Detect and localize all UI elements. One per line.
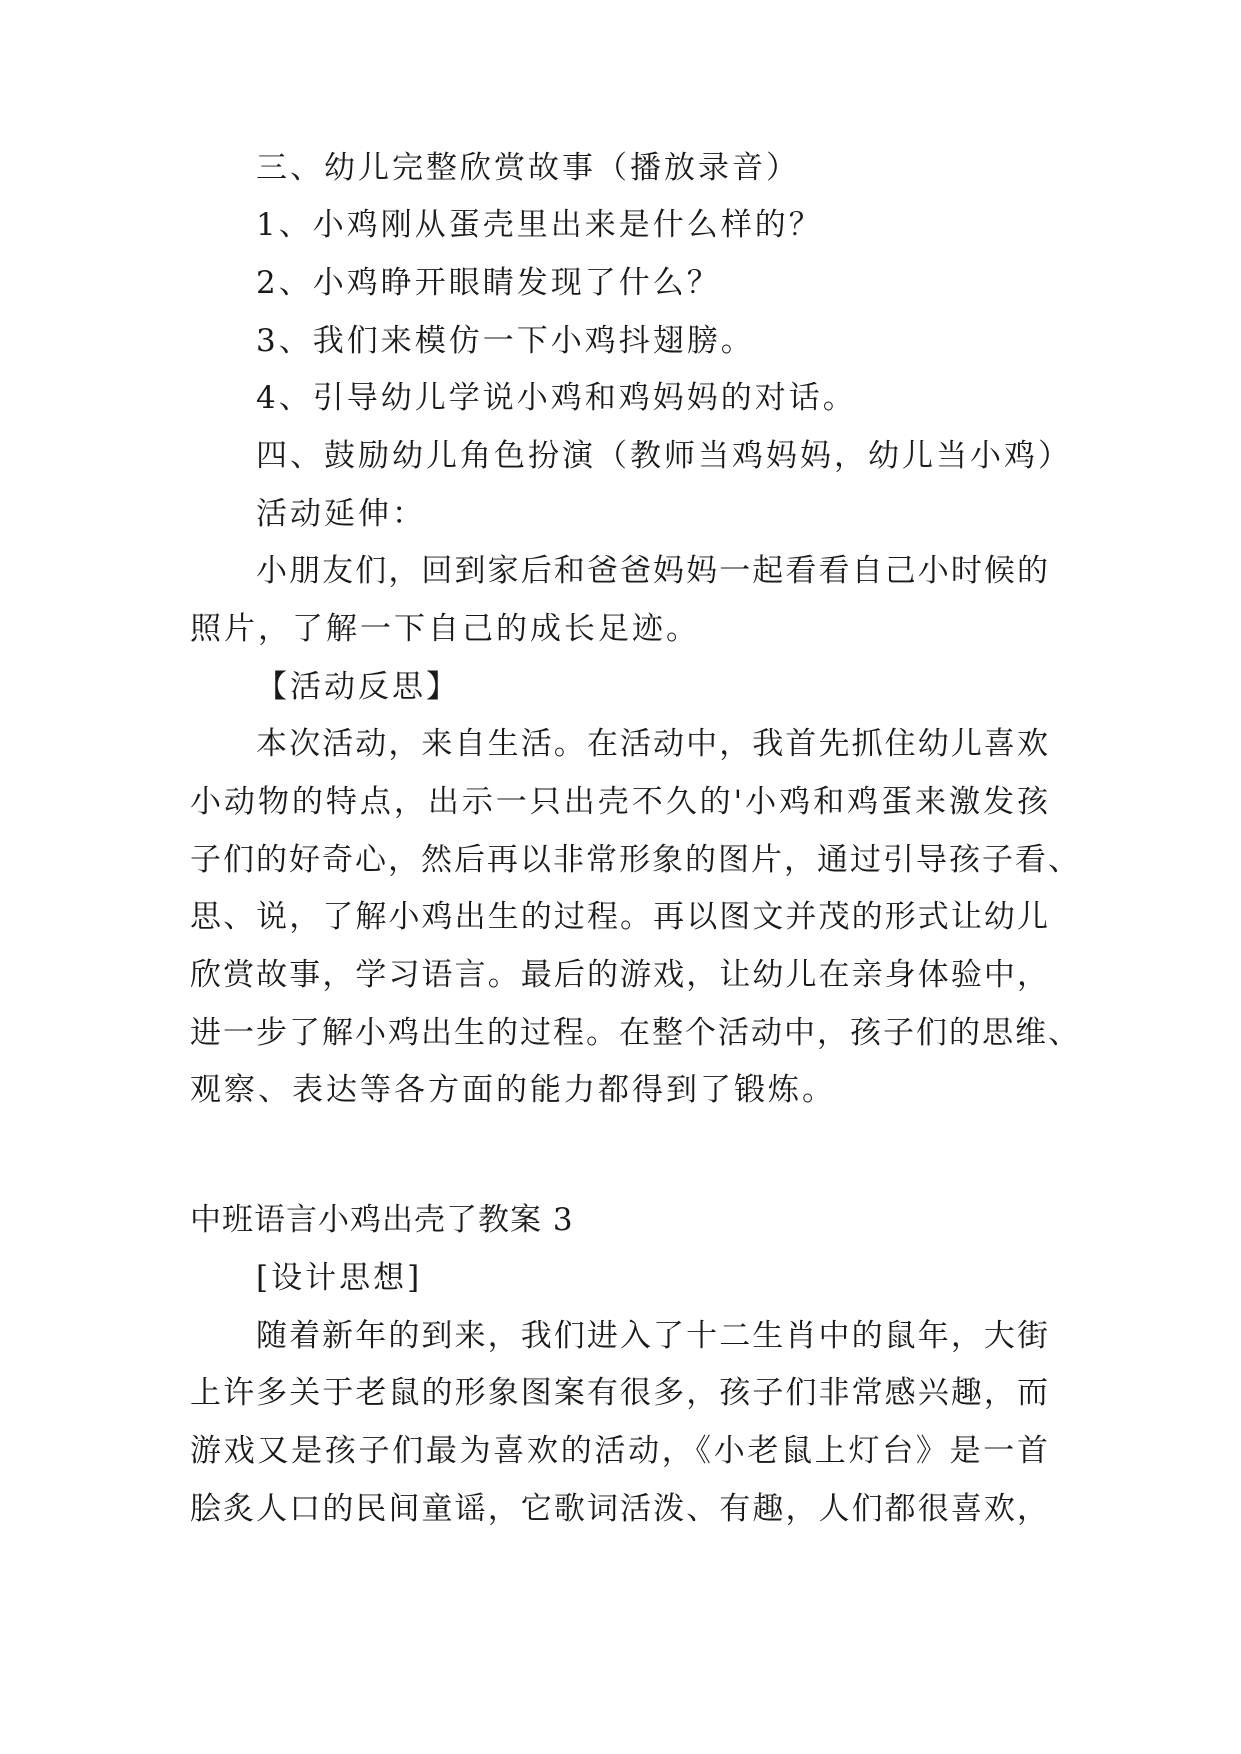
design-paragraph-line: 脍炙人口的民间童谣，它歌词活泼、有趣，人们都很喜欢， [190, 1491, 1050, 1527]
reflection-paragraph-line: 子们的好奇心，然后再以非常形象的图片，通过引导孩子看、 [190, 842, 1081, 878]
question-1: 1、小鸡刚从蛋壳里出来是什么样的？ [256, 207, 823, 243]
design-paragraph-line: 随着新年的到来，我们进入了十二生肖中的鼠年，大街 [256, 1318, 1050, 1354]
design-paragraph-line: 上许多关于老鼠的形象图案有很多，孩子们非常感兴趣，而 [190, 1375, 1050, 1411]
section-heading-story: 三、幼儿完整欣赏故事（播放录音） [256, 150, 800, 186]
reflection-paragraph-line: 本次活动，来自生活。在活动中，我首先抓住幼儿喜欢 [256, 726, 1050, 762]
reflection-heading: 【活动反思】 [256, 669, 460, 705]
question-4: 4、引导幼儿学说小鸡和鸡妈妈的对话。 [256, 380, 857, 416]
section-heading-role-play: 四、鼓励幼儿角色扮演（教师当鸡妈妈，幼儿当小鸡） [256, 438, 1072, 474]
extension-heading: 活动延伸： [256, 496, 426, 532]
reflection-paragraph-line: 小动物的特点，出示一只出壳不久的'小鸡和鸡蛋来激发孩 [190, 784, 1050, 820]
design-idea-heading: [设计思想] [256, 1260, 423, 1296]
reflection-paragraph-line: 思、说，了解小鸡出生的过程。再以图文并茂的形式让幼儿 [190, 899, 1050, 935]
question-3: 3、我们来模仿一下小鸡抖翅膀。 [256, 323, 755, 359]
question-2: 2、小鸡睁开眼睛发现了什么？ [256, 265, 721, 301]
reflection-paragraph-line: 欣赏故事，学习语言。最后的游戏，让幼儿在亲身体验中， [190, 957, 1050, 993]
extension-paragraph-line: 照片，了解一下自己的成长足迹。 [190, 611, 700, 647]
reflection-paragraph-line: 进一步了解小鸡出生的过程。在整个活动中，孩子们的思维、 [190, 1015, 1081, 1051]
lesson-plan-title: 中班语言小鸡出壳了教案 3 [190, 1202, 574, 1238]
reflection-paragraph-line: 观察、表达等各方面的能力都得到了锻炼。 [190, 1072, 836, 1108]
extension-paragraph-line: 小朋友们，回到家后和爸爸妈妈一起看看自己小时候的 [256, 553, 1050, 589]
design-paragraph-line: 游戏又是孩子们最为喜欢的活动，《小老鼠上灯台》是一首 [190, 1433, 1050, 1469]
